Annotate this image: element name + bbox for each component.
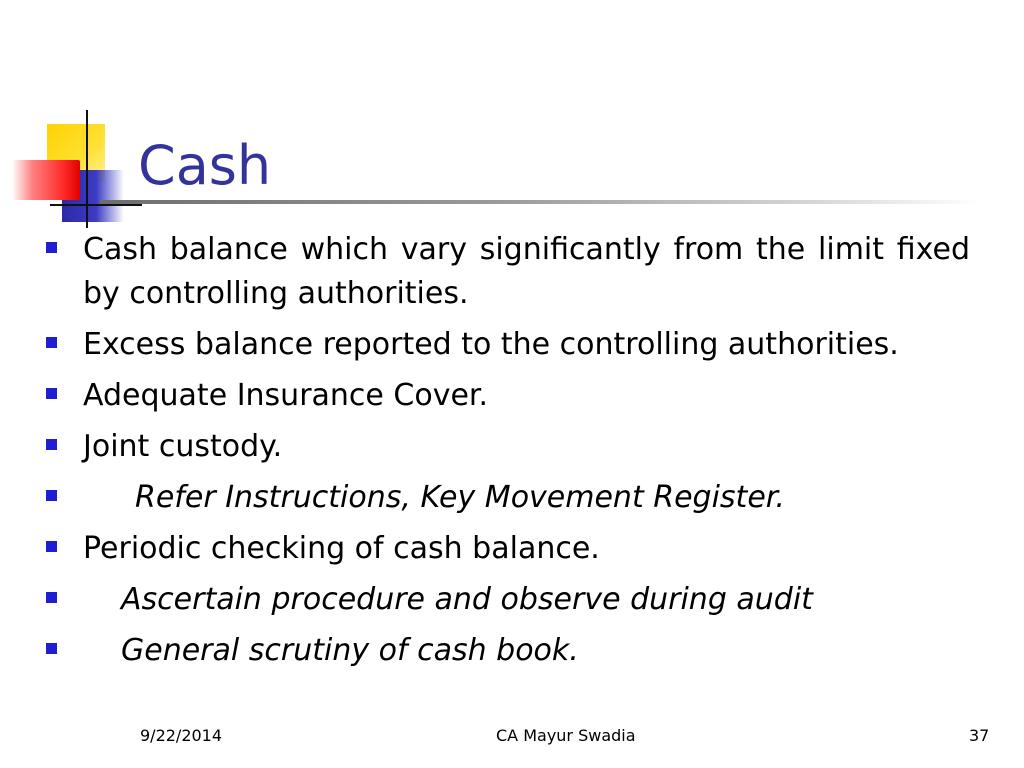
slide-title: Cash: [138, 134, 272, 197]
square-bullet-icon: [46, 643, 57, 654]
bullet-text: Cash balance which vary significantly from the limit fixed by controlling authorities.: [83, 232, 970, 311]
vertical-line-decoration: [86, 110, 88, 228]
bullet-item: [46, 228, 970, 316]
bullet-text: Adequate Insurance Cover.: [83, 378, 489, 413]
square-bullet-icon: [46, 541, 57, 552]
bullet-item: [46, 476, 970, 520]
bullet-text: Ascertain procedure and observe during audit: [121, 582, 813, 617]
bullet-text: Joint custody.: [83, 429, 283, 464]
bullet-text: Excess balance reported to the controlling authorities.: [83, 327, 899, 362]
bullet-text: General scrutiny of cash book.: [121, 633, 579, 668]
square-bullet-icon: [46, 337, 57, 348]
bullet-item: [46, 527, 970, 571]
slide-footer: [0, 722, 1024, 752]
footer-author: CA Mayur Swadia: [496, 726, 636, 745]
square-bullet-icon: [46, 388, 57, 399]
slide-logo-decoration: [0, 100, 150, 230]
bullet-text: Periodic checking of cash balance.: [83, 531, 600, 566]
bullet-text: Refer Instructions, Key Movement Register.: [135, 480, 785, 515]
footer-date: 9/22/2014: [140, 726, 223, 745]
square-bullet-icon: [46, 439, 57, 450]
page-number: 37: [969, 726, 990, 745]
bullet-item: [46, 323, 970, 367]
bullet-item: [46, 374, 970, 418]
bullet-item: [46, 425, 970, 469]
square-bullet-icon: [46, 592, 57, 603]
bullet-item: [46, 629, 970, 673]
square-bullet-icon: [46, 242, 57, 253]
horizontal-line-decoration: [50, 204, 142, 206]
bullet-list: [46, 228, 970, 680]
bullet-item: [46, 578, 970, 622]
square-bullet-icon: [46, 490, 57, 501]
title-underline: [100, 200, 980, 204]
red-bar-decoration: [12, 160, 80, 200]
